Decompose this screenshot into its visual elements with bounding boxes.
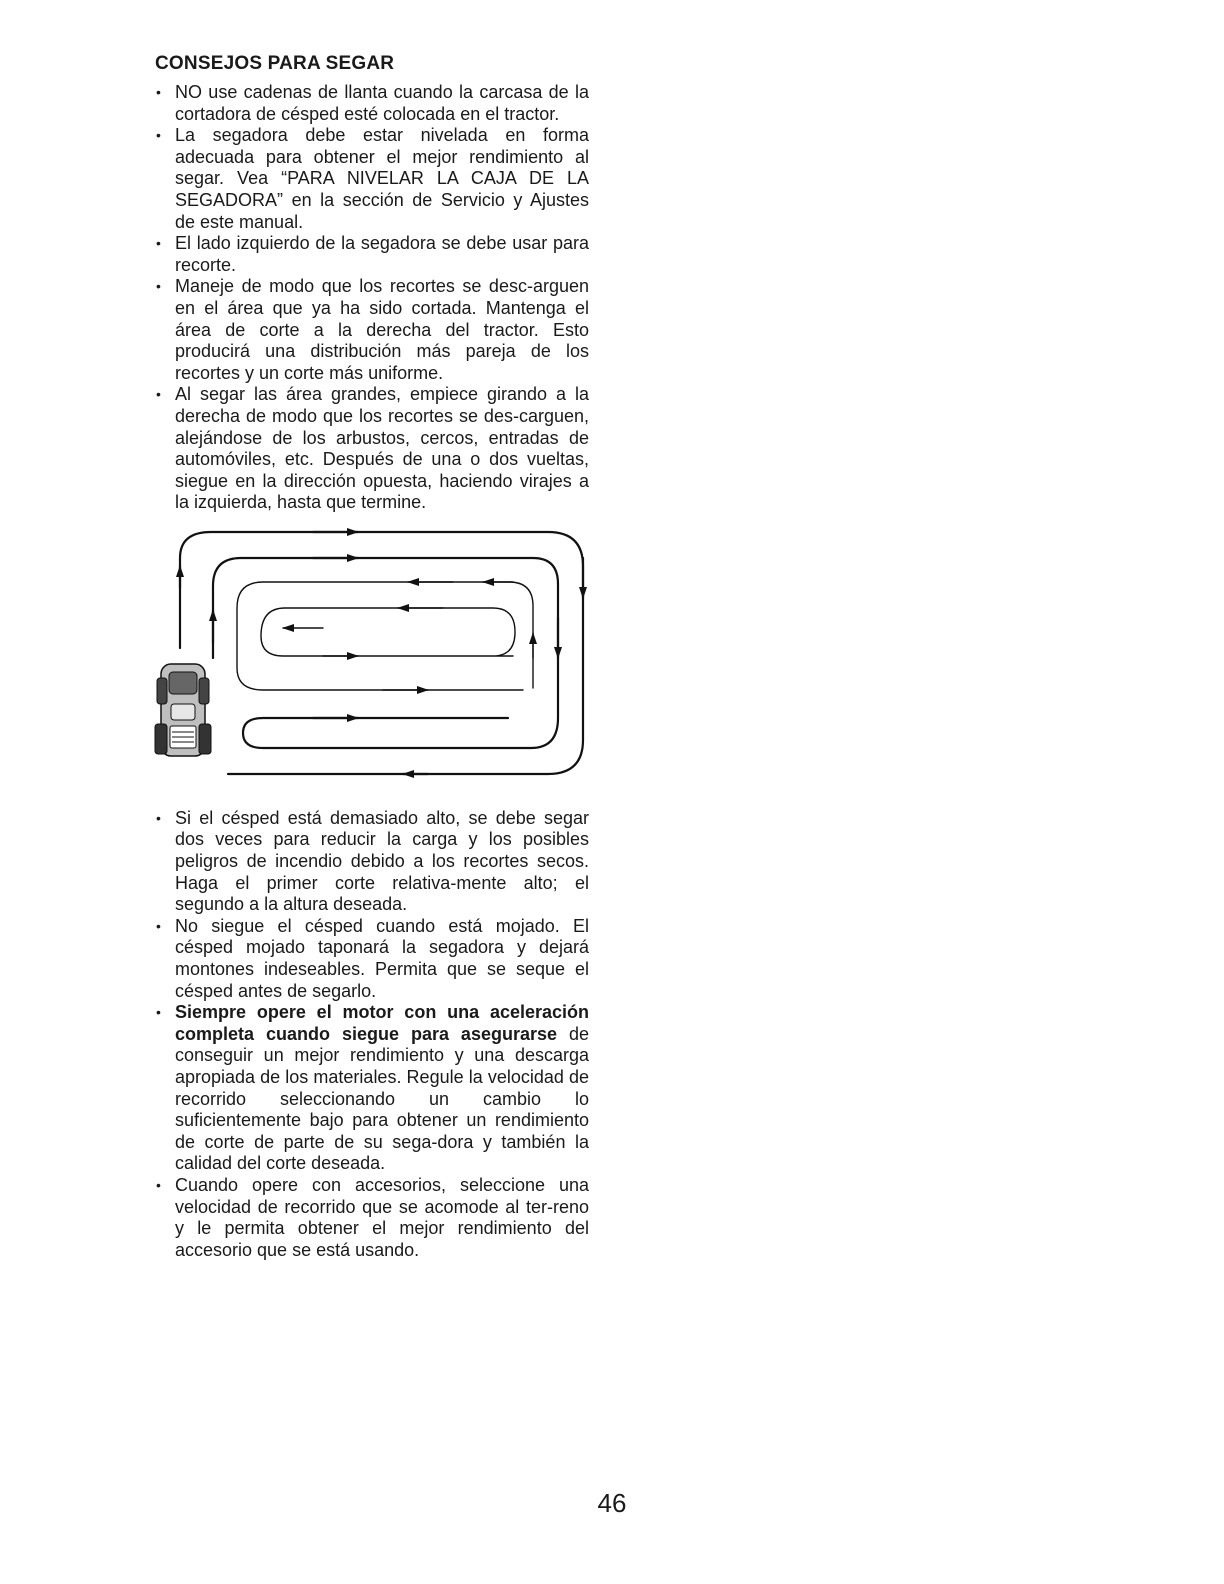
- tip-text: NO use cadenas de llanta cuando la carcasa de la cortadora de césped esté colocada en el tractor.: [175, 82, 589, 124]
- tip-text: Maneje de modo que los recortes se desc-arguen en el área que ya ha sido cortada. Mantenga el área de corte a la derecha del tractor. Esto producirá una distribución más pareja de los recortes y un corte más uniforme.: [175, 276, 589, 383]
- tip-text: de conseguir un mejor rendimiento y una descarga apropiada de los materiales. Regule la velocidad de recorrido seleccionando un cambio lo suficientemente bajo para obtener un rendimiento de corte de parte de su sega-dora y también la calidad del corte deseada.: [175, 1023, 590, 1174]
- tip-text: La segadora debe estar nivelada en forma adecuada para obtener el mejor rendimiento al segar. Vea “PARA NIVELAR LA CAJA DE LA SEGADORA” en la sección de Servicio y Ajustes de este manual.: [175, 125, 589, 232]
- mowing-pattern-figure: [153, 528, 589, 790]
- list-item: [153, 808, 589, 916]
- tips-list-top: [153, 82, 589, 514]
- list-item: [153, 384, 589, 514]
- bullet-icon: •: [156, 84, 161, 100]
- tip-text: Al segar las área grandes, empiece girando a la derecha de modo que los recortes se des-carguen, alejándose de los arbustos, cercos, entradas de automóviles, etc. Después de una o dos vueltas, siegue en la dirección opuesta, haciendo virajes a la izquierda, hasta que termine.: [175, 384, 589, 513]
- tip-bold-text: Siempre opere el motor con una aceleración completa cuando siegue para asegurarse: [175, 1002, 589, 1044]
- bullet-icon: •: [156, 386, 161, 403]
- list-item: [153, 125, 589, 233]
- section-title: CONSEJOS PARA SEGAR: [155, 53, 395, 74]
- bullet-icon: •: [156, 1176, 161, 1193]
- tip-text: El lado izquierdo de la segadora se debe usar para recorte.: [175, 233, 589, 275]
- list-item: [153, 916, 589, 1002]
- bullet-icon: •: [156, 235, 161, 252]
- bullet-icon: •: [156, 809, 161, 826]
- tip-text: Cuando opere con accesorios, seleccione una velocidad de recorrido que se acomode al ter-reno y le permita obtener el mejor rendimiento del accesorio que se está usando.: [175, 1174, 589, 1260]
- bullet-icon: •: [156, 278, 161, 295]
- page-number: 46: [597, 1488, 627, 1518]
- tip-text: No siegue el césped cuando está mojado. El césped mojado taponará la segadora y dejará montones indeseables. Permita que se seque el césped antes de segarlo.: [175, 915, 589, 1001]
- bullet-icon: •: [156, 127, 161, 144]
- bullet-icon: •: [156, 1004, 161, 1021]
- tractor-icon: [155, 664, 211, 756]
- list-item: [153, 233, 589, 276]
- tips-list-bottom: [153, 808, 589, 1261]
- mowing-pattern-diagram-icon: [153, 528, 589, 790]
- list-item: [153, 276, 589, 384]
- content-column: [153, 52, 589, 1261]
- list-item: [153, 82, 589, 125]
- list-item: [153, 1002, 589, 1175]
- bullet-icon: •: [156, 917, 161, 934]
- tip-text: Si el césped está demasiado alto, se debe segar dos veces para reducir la carga y los posibles peligros de incendio debido a los recortes secos. Haga el primer corte relativa-mente alto; el segundo a la altura deseada.: [175, 807, 589, 915]
- list-item: [153, 1175, 589, 1261]
